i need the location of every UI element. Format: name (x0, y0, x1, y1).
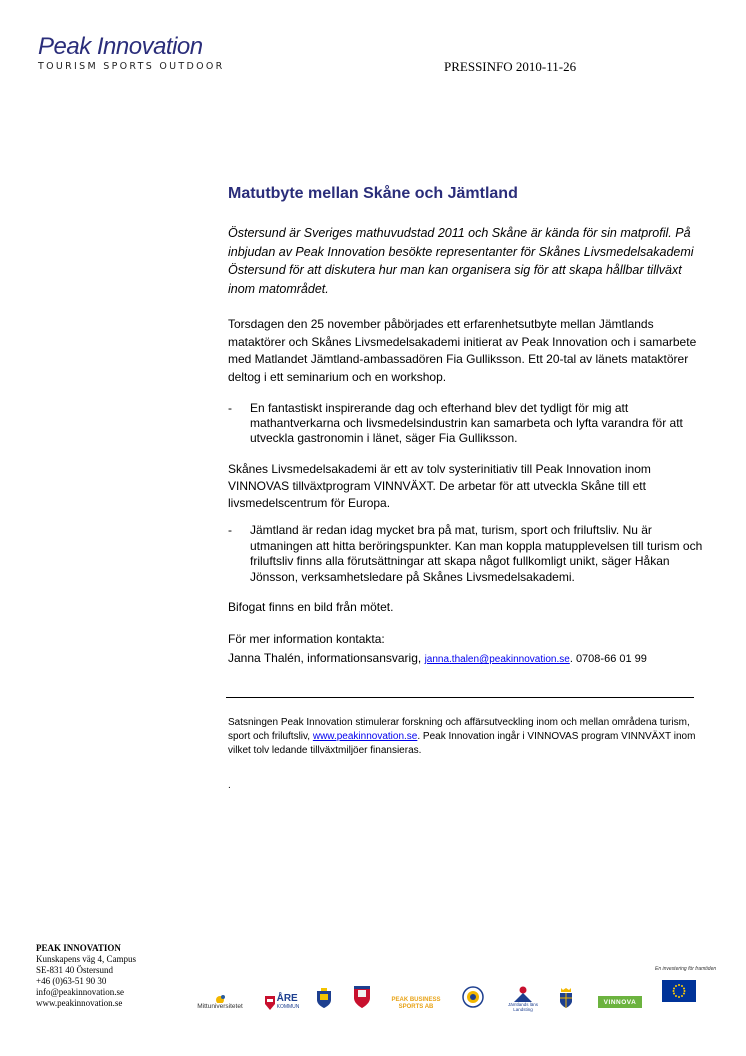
address-company: PEAK INNOVATION (36, 943, 121, 953)
jll-label: Jämtlands läns Landsting (507, 1002, 538, 1012)
footer-web-link[interactable]: www.peakinnovation.se (312, 731, 418, 742)
figure-icon (514, 986, 532, 1002)
peak-innovation-logo: Peak Innovation (38, 33, 203, 60)
shield-icon (265, 996, 275, 1010)
contact-email-link[interactable]: janna.thalen@peakinnovation.se (424, 654, 570, 665)
crest-icon (317, 988, 331, 1008)
mittuniversitetet-logo (190, 992, 250, 1012)
pressinfo-date: PRESSINFO 2010-11-26 (444, 59, 577, 74)
contact-phone: . 0708-66 01 99 (569, 653, 647, 665)
footer-text-before: Satsningen Peak Innovation stimulerar forskning och affärsutveckling inom och mellan områdena turism, sport och friluftsliv, (228, 717, 690, 742)
divider (226, 697, 694, 698)
quote-fia: En fantastiskt inspirerande dag och efterhand blev det tydligt för mig att mathantverkarna och livsmedelsindustrin kan samarbeta och lyfta varandra för att utveckla gastronomin i länet, säger Fia Gulliksson. (250, 401, 683, 445)
vinnova-label: VINNOVA (603, 998, 637, 1006)
quote-hakan: Jämtland är redan idag mycket bra på mat, turism, sport och friluftsliv. Nu är utmaningen att hitta beröringspunkter. Kan man koppla matupplevelsen till turism och friluftsliv finns alla förutsättningar att skapa något fullkomligt unikt, säger Håkan Jönsson, verksamhetsledare på Skånes Livsmedelsakademi. (250, 523, 703, 584)
article-paragraph: Torsdagen den 25 november påbörjades ett erfarenhetsutbyte mellan Jämtlands mataktörer och Skånes Livsmedelsakademi initierat av Peak Innovation och i samarbete med Matlandet Jämtland-ambassadören Fia Gulliksson. Ett 20-tal av länets mataktörer deltog i ett seminarium och en workshop. (228, 317, 697, 384)
kommun-crest-logo (352, 984, 372, 1010)
eu-investment-note: En investering för framtiden (655, 966, 717, 972)
crown-crest-icon (559, 988, 573, 1008)
mittuniversitetet-label: Mittuniversitetet (197, 1003, 243, 1010)
crest-icon (354, 986, 370, 1008)
round-partner-logo (460, 984, 486, 1010)
coat-of-arms-logo (315, 986, 333, 1010)
attachment-note: Bifogat finns en bild från mötet. (228, 600, 394, 614)
footer-text (228, 716, 698, 758)
circle-emblem-icon (462, 986, 484, 1008)
are-sub-label: KOMMUN (276, 1004, 300, 1010)
are-kommun-logo (262, 992, 302, 1014)
footer-text-after: . Peak Innovation ingår i VINNOVAS program VINNVÄXT inom vilket tolv ledande tillväxtmiljöer finansieras. (228, 731, 696, 756)
address-street: Kunskapens väg 4, Campus (36, 954, 136, 964)
contact-heading: För mer information kontakta: (228, 632, 385, 646)
address-email: info@peakinnovation.se (36, 987, 125, 997)
address-city: SE-831 40 Östersund (36, 965, 113, 975)
article-paragraph: Skånes Livsmedelsakademi är ett av tolv systerinitiativ till Peak Innovation inom VINNOVAS tillväxtprogram VINNVÄXT. De arbetar för att utveckla Skåne till ett livsmedelscentrum för Europa. (228, 462, 651, 510)
quote-dash: - (228, 523, 232, 537)
contact-name: Janna Thalén, informationsansvarig, (228, 651, 425, 665)
lansstyrelsen-logo (555, 984, 577, 1012)
peak-business-label: PEAK BUSINESS (391, 997, 441, 1003)
eu-flag-logo (662, 980, 696, 1002)
jll-logo (505, 982, 541, 1016)
contact-line (228, 650, 698, 669)
article-ingress: Östersund är Sveriges mathuvudstad 2011 och Skåne är kända för sin matprofil. På inbjudan av Peak Innovation besökte representanter för Skånes Livsmedelsakademi Östersund för att diskutera hur man kan organisera sig för att skapa hållbar tillväxt inom matområdet. (228, 226, 694, 296)
peak-business-sports-logo (390, 996, 442, 1012)
address-phone: +46 (0)63-51 90 30 (36, 976, 107, 986)
partner-logo-row (190, 978, 705, 1018)
vinnova-logo (598, 996, 642, 1008)
sun-icon (214, 994, 226, 1003)
article-title: Matutbyte mellan Skåne och Jämtland (228, 185, 518, 202)
footer-dot: . (228, 780, 231, 791)
are-label: ÅRE (276, 993, 298, 1004)
address-web: www.peakinnovation.se (36, 998, 123, 1008)
address-block (36, 943, 136, 1009)
peak-sports-label: SPORTS AB (398, 1004, 434, 1010)
quote-dash: - (228, 401, 232, 415)
eu-stars-icon (669, 983, 689, 999)
logo-tagline: TOURISM SPORTS OUTDOOR (38, 61, 225, 72)
